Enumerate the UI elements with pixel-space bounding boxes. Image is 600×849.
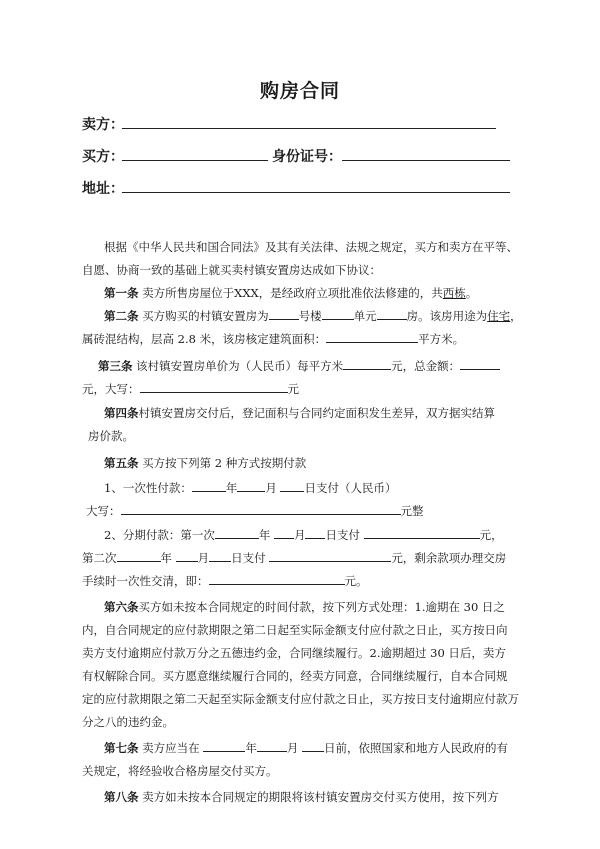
seller-label: 卖方： [82, 117, 124, 133]
opt1-month-field[interactable] [237, 479, 265, 492]
article-7-line-2: 关规定，将经验收合格房屋交付买方。 [82, 764, 278, 778]
article-7-head: 第七条 [104, 741, 139, 755]
article-4-head: 第四条 [104, 406, 139, 420]
delivery-day-field[interactable] [302, 739, 324, 752]
address-field[interactable] [122, 192, 510, 193]
article-6-line-5: 定的应付款期限之第二天起至实际金额支付应付款之日止，买方按日支付逾期应付款万 [82, 692, 519, 706]
payment-second: 第二次 年 月 日支付 元，剩余款项办理交房 [82, 551, 507, 565]
opt2-month-field[interactable] [274, 526, 294, 539]
total-amount-field[interactable] [460, 357, 500, 370]
unit-price-field[interactable] [343, 357, 391, 370]
second-month-field[interactable] [176, 549, 198, 562]
rest-amount-field[interactable] [209, 572, 345, 585]
article-3-line-1: 第三条 该村镇安置房单价为（人民币）每平方米 元，总金额： [98, 355, 500, 378]
article-1-head: 第一条 [104, 286, 139, 300]
payment-option-2: 2、分期付款：第一次 年 月 日支付 元， [104, 528, 503, 542]
buyer-label: 买方： [82, 149, 124, 165]
opt2-amount-field[interactable] [364, 526, 480, 539]
usage-value: 住宅 [487, 309, 511, 323]
opt1-year-field[interactable] [192, 479, 226, 492]
article-6-line-3: 卖方支付逾期应付款万分之五德违约金，合同继续履行。2.逾期超过 30 日后，卖方 [82, 646, 506, 660]
article-3-line-2: 元，大写： 元 [82, 382, 299, 396]
second-year-field[interactable] [117, 549, 161, 562]
payment-option-1-words: 大写： 元整 [86, 504, 424, 518]
payment-option-1: 1、一次性付款： 年 月 日支付（人民币） [104, 481, 397, 495]
article-5-line-1: 第五条 买方按下列第 2 种方式按期付款 [104, 456, 307, 470]
intro-line-1: 根据《中华人民共和国合同法》及其有关法律、法规之规定，买方和卖方在平等、 [104, 240, 518, 254]
delivery-year-field[interactable] [203, 739, 245, 752]
building-no-field[interactable] [269, 307, 299, 320]
seller-field[interactable] [122, 128, 496, 129]
opt1-words-field[interactable] [121, 502, 401, 515]
article-6-line-2: 内，自合同规定的应付款期限之第二日起至实际金额支付应付款之日止，买方按日向 [82, 623, 508, 637]
delivery-month-field[interactable] [257, 739, 287, 752]
location-value: XXX [234, 286, 259, 300]
address-label: 地址： [82, 181, 124, 197]
article-6-line-1: 第六条买方如未按本合同规定的时间付款，按下列方式处理：1.逾期在 30 日之 [104, 600, 505, 614]
buyer-field[interactable] [122, 160, 268, 161]
intro-line-2: 自愿、协商一致的基础上就买卖村镇安置房达成如下协议： [82, 263, 381, 277]
article-4-line-2: 房价款。 [88, 429, 134, 443]
article-2-head: 第二条 [104, 309, 139, 323]
id-number-label: 身份证号： [272, 149, 342, 165]
second-amount-field[interactable] [269, 549, 391, 562]
opt2-day-field[interactable] [305, 526, 325, 539]
unit-field[interactable] [322, 307, 354, 320]
id-number-field[interactable] [342, 160, 510, 161]
article-8-line-1: 第八条 卖方如未按本合同规定的期限将该村镇安置房交付买方使用，按下列方 [104, 790, 499, 804]
opt2-year-field[interactable] [215, 526, 259, 539]
second-day-field[interactable] [209, 549, 231, 562]
room-field[interactable] [377, 307, 407, 320]
area-field[interactable] [326, 330, 418, 343]
article-8-head: 第八条 [104, 790, 139, 804]
article-6-head: 第六条 [104, 600, 139, 614]
page-title: 购房合同 [259, 80, 340, 102]
article-6-line-6: 分之八的违约金。 [82, 715, 174, 729]
article-7-line-1: 第七条 卖方应当在 年 月 日前，依照国家和地方人民政府的有 [104, 741, 508, 755]
article-1: 第一条 卖方所售房屋位于XXX，是经政府立项批准依法修建的，共西栋。 [104, 286, 478, 300]
building-count: 西栋 [442, 286, 466, 300]
article-5-head: 第五条 [104, 456, 139, 470]
article-2-line-2: 属砖混结构，层高 2.8 米，该房核定建筑面积： 平方米。 [82, 332, 465, 346]
article-6-line-4: 有权解除合同。买方愿意继续履行合同的，经卖方同意，合同继续履行，自本合同规 [82, 669, 508, 683]
article-3-head: 第三条 [98, 359, 133, 373]
article-4-line-1: 第四条村镇安置房交付后，登记面积与合同约定面积发生差异，双方据实结算 [104, 406, 495, 420]
payment-rest: 手续时一次性交清，即： 元。 [82, 574, 368, 588]
amount-in-words-field[interactable] [140, 380, 288, 393]
article-2-line-1: 第二条 买方购买的村镇安置房为 号楼 单元 房。该房用途为住宅， [104, 309, 522, 323]
opt1-day-field[interactable] [280, 479, 304, 492]
